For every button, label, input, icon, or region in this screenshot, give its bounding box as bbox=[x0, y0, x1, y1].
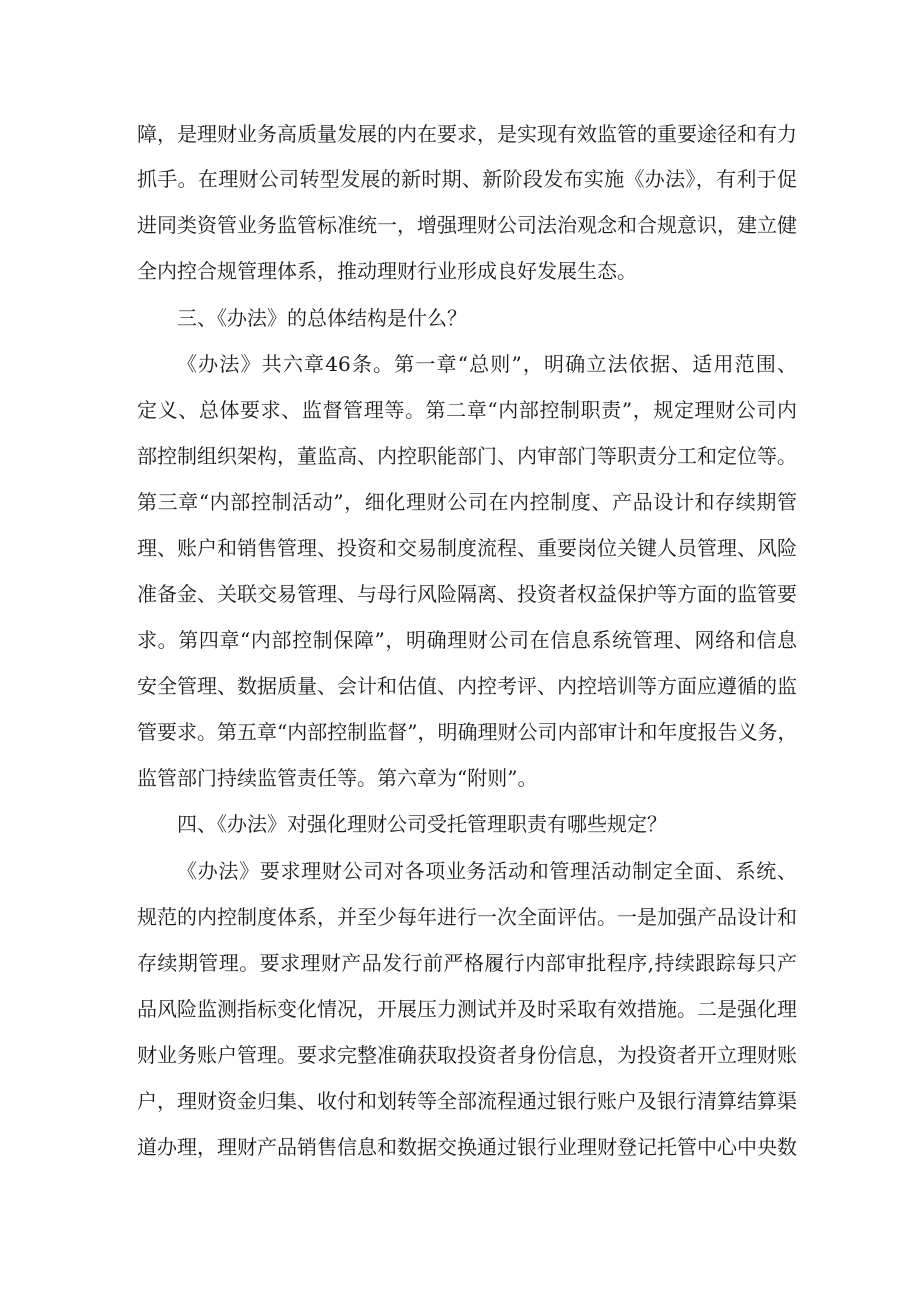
paragraph-line: 准备金、关联交易管理、与母行风险隔离、投资者权益保护等方面的监管要 bbox=[137, 582, 797, 606]
paragraph-line: 户，理财资金归集、收付和划转等全部流程通过银行账户及银行清算结算渠 bbox=[137, 1089, 797, 1113]
paragraph-line: 求。第四章“内部控制保障”，明确理财公司在信息系统管理、网络和信息 bbox=[137, 628, 797, 652]
section-heading-3: 三、《办法》的总体结构是什么？ bbox=[177, 306, 467, 330]
paragraph-line: 存续期管理。要求理财产品发行前严格履行内部审批程序,持续跟踪每只产 bbox=[137, 951, 797, 975]
section-heading-4: 四、《办法》对强化理财公司受托管理职责有哪些规定？ bbox=[177, 812, 667, 836]
paragraph-line: 《办法》共六章46条。第一章“总则”，明确立法依据、适用范围、 bbox=[177, 352, 797, 376]
paragraph-line: 安全管理、数据质量、会计和估值、内控考评、内控培训等方面应遵循的监 bbox=[137, 674, 797, 698]
paragraph-line: 第三章“内部控制活动”，细化理财公司在内控制度、产品设计和存续期管 bbox=[137, 490, 797, 514]
paragraph-line: 品风险监测指标变化情况，开展压力测试并及时采取有效措施。二是强化理 bbox=[137, 997, 797, 1021]
paragraph-line: 财业务账户管理。要求完整准确获取投资者身份信息，为投资者开立理财账 bbox=[137, 1043, 797, 1067]
paragraph-line: 部控制组织架构，董监高、内控职能部门、内审部门等职责分工和定位等。 bbox=[137, 444, 797, 468]
paragraph-line: 定义、总体要求、监督管理等。第二章“内部控制职责”，规定理财公司内 bbox=[137, 398, 797, 422]
paragraph-line: 理、账户和销售管理、投资和交易制度流程、重要岗位关键人员管理、风险 bbox=[137, 536, 797, 560]
paragraph-line: 监管部门持续监管责任等。第六章为“附则”。 bbox=[137, 766, 538, 790]
paragraph-line: 规范的内控制度体系，并至少每年进行一次全面评估。一是加强产品设计和 bbox=[137, 905, 797, 929]
paragraph-line: 障，是理财业务高质量发展的内在要求，是实现有效监管的重要途径和有力 bbox=[137, 122, 797, 146]
paragraph-line: 全内控合规管理体系，推动理财行业形成良好发展生态。 bbox=[137, 259, 637, 283]
paragraph-line: 管要求。第五章“内部控制监督”，明确理财公司内部审计和年度报告义务， bbox=[137, 720, 798, 744]
paragraph-line: 道办理，理财产品销售信息和数据交换通过银行业理财登记托管中心中央数 bbox=[137, 1135, 797, 1159]
paragraph-line: 进同类资管业务监管标准统一，增强理财公司法治观念和合规意识，建立健 bbox=[137, 213, 797, 237]
paragraph-line: 《办法》要求理财公司对各项业务活动和管理活动制定全面、系统、 bbox=[177, 859, 797, 883]
paragraph-line: 抓手。在理财公司转型发展的新时期、新阶段发布实施《办法》，有利于促 bbox=[137, 167, 797, 191]
